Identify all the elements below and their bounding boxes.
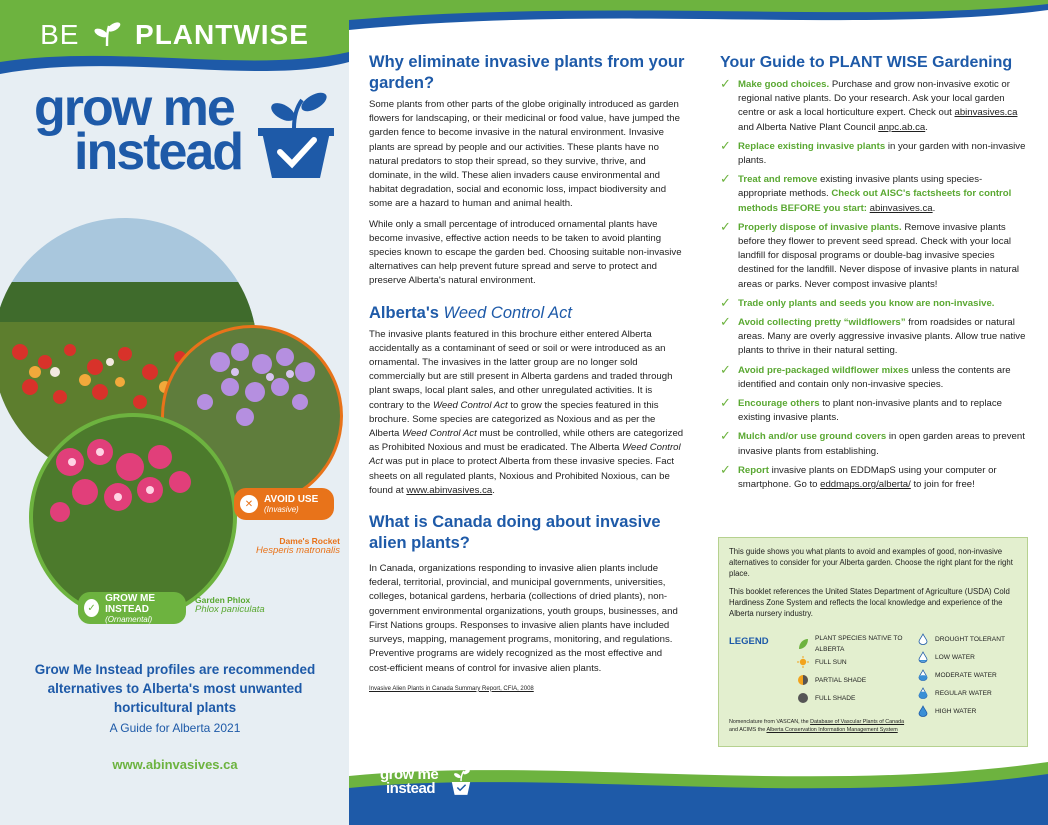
legend-label: HIGH WATER [935, 707, 977, 715]
plant1-caption [230, 536, 340, 556]
item-lead: Trade only plants and seeds you know are non-invasive. [738, 297, 995, 309]
heading-weed-control-act [369, 303, 685, 324]
legend-label: PLANT SPECIES NATIVE TO ALBERTA [815, 635, 903, 653]
abinvasives-link[interactable]: www.abinvasives.ca [406, 484, 493, 496]
item-text: . [925, 121, 928, 133]
item-text: unless the contents are identified and contain only non-invasive species. [738, 364, 1011, 390]
legend-info-box [718, 537, 1028, 747]
checkmark-icon: ✓ [720, 294, 731, 310]
be-plantwise-brand [0, 18, 349, 51]
cover-panel [0, 0, 349, 825]
grow-instead-label: GROW ME INSTEAD [105, 592, 156, 615]
grow-me-instead-badge [78, 592, 186, 624]
plant2-common-name: Garden Phlox [195, 595, 251, 605]
paragraph-why-1: Some plants from other parts of the globe originally introduced as garden flowers for landscaping, or their medicinal or food value, have jumped the garden fence to become invasive in the natural environment. Invasive plants are spread by people and our activities. These plants have no natural predators to stop their spread, so they survive, thrive, and dominate, in the wild. These alien invaders cause environmental and habitat degradation, social and economic loss, impact biodiversity and some are a hazard to human and animal health. [369, 99, 680, 210]
weed-act-ref-2: Weed Control Act [402, 428, 477, 440]
nomenclature-note [729, 718, 1019, 734]
legend-label: PARTIAL SHADE [815, 676, 867, 684]
legend-native [797, 633, 907, 655]
checkmark-icon: ✓ [720, 218, 731, 234]
footer-logo-line-2: instead [386, 780, 436, 797]
checkmark-icon: ✓ [720, 171, 731, 187]
checklist-item [720, 173, 1028, 216]
item-text: and Alberta Native Plant Council [738, 121, 879, 133]
plant2-caption [195, 595, 275, 615]
check-icon: ✓ [84, 599, 99, 617]
legend-label: FULL SUN [815, 658, 847, 666]
checklist-item [720, 430, 1028, 458]
item-lead: Encourage others [738, 398, 820, 410]
item-text: in open garden areas to prevent invasive plants from establishing. [738, 431, 1025, 457]
item-lead: Make good choices. [738, 79, 830, 90]
sun-icon [797, 656, 809, 668]
column-why-eliminate [369, 52, 685, 696]
logo-line-1: grow me [34, 79, 234, 137]
vascan-link[interactable]: Database of Vascular Plants of Canada [810, 719, 905, 725]
item-text: in your garden with non-invasive plants. [738, 140, 1026, 167]
legend-high-water [917, 705, 976, 717]
checkmark-icon: ✓ [720, 137, 731, 153]
plant-wise-checklist [720, 78, 1028, 492]
checklist-item [720, 316, 1028, 359]
legend-moderate-water [917, 669, 997, 681]
column-plant-wise-guide [720, 52, 1028, 497]
footer-flowerpot-icon [450, 768, 472, 796]
legend-label: MODERATE WATER [935, 671, 997, 679]
legend-label: FULL SHADE [815, 694, 856, 702]
sprout-icon [92, 18, 122, 48]
item-lead: Check out AISC's factsheets for control methods BEFORE you start: [738, 188, 1012, 214]
item-lead: Avoid pre-packaged wildflower mixes [738, 364, 909, 376]
checklist-item [720, 361, 1028, 392]
checklist-item [720, 137, 1028, 168]
high-water-drop-icon [917, 705, 929, 717]
item-text: . [932, 202, 936, 214]
brand-be: BE [40, 19, 80, 50]
nomen-text: and ACIMS the [729, 727, 767, 733]
item-lead: Treat and remove [738, 174, 818, 186]
paragraph-canada: In Canada, organizations responding to invasive alien plants include federal, territorial, provincial, and municipal governments, universities, colleges, botanical gardens, herbaria (collections of dried plants), non-government environmental organizations, youth groups, businesses, and First Nations groups. Responses to invasive alien plants have included surveys, mapping, management programs, monitoring, and regulations. Preventive programs are widely recognized as the most effective and cost-efficient means of control for invasive alien plants. [369, 563, 678, 674]
cover-tagline: Grow Me Instead profiles are recommended alternatives to Alberta's most unwanted horticultural plants [34, 662, 316, 715]
item-text: existing invasive plants using species-appropriate methods. [738, 174, 983, 200]
grow-instead-sub: (Ornamental) [105, 614, 153, 624]
footer-logo [380, 768, 470, 802]
grow-me-instead-logo [28, 79, 328, 186]
drought-drop-icon [917, 633, 929, 645]
heading-weed-italic: Weed Control Act [443, 303, 572, 322]
avoid-use-label: AVOID USE [264, 494, 319, 505]
weed-text-b: to grow the species featured in this brochure. Some species are categorized as Noxious and as per the Alberta [369, 399, 659, 440]
legend-full-sun [797, 656, 847, 668]
checkmark-icon: ✓ [720, 361, 731, 377]
item-lead: Avoid collecting pretty “wildflowers” [738, 317, 906, 329]
partial-shade-icon [797, 674, 809, 686]
legend-partial-shade [797, 674, 866, 686]
item-lead: Replace existing invasive plants [738, 140, 886, 152]
logo-line-2: instead [74, 123, 243, 181]
checklist-item [720, 397, 1028, 425]
plant1-latin-name: Hesperis matronalis [256, 545, 340, 556]
item-text: Purchase and grow non-invasive exotic or regional native plants. Do your research. Ask your local garden centre or ask a local horticulture expert. Check out [738, 79, 1010, 119]
eddmaps-link[interactable]: eddmaps.org/alberta/ [820, 479, 911, 491]
footer-logo-line-1: grow me [380, 766, 439, 783]
legend-label: LOW WATER [935, 653, 975, 661]
source-note: Invasive Alien Plants in Canada Summary Report, CFIA, 2008 [369, 685, 534, 692]
flowerpot-check-icon [256, 88, 336, 180]
cover-url[interactable]: www.abinvasives.ca [112, 757, 238, 772]
regular-water-drop-icon [917, 687, 929, 699]
checkmark-icon: ✓ [720, 461, 731, 477]
heading-weed-prefix: Alberta's [369, 303, 439, 322]
paragraph-why-2: While only a small percentage of introduced ornamental plants have become invasive, effective action needs to be taken to avoid planting species known to escape the garden bed. Choosing suitable non-invasive alternatives can help prevent future spread and serve to protect and preserve Alberta's natural environment. [369, 218, 682, 287]
avoid-use-badge [234, 488, 334, 520]
item-text: to plant non-invasive plants and to replace existing invasive plants. [738, 398, 1002, 424]
legend-label: REGULAR WATER [935, 689, 992, 697]
weed-text-a: The invasive plants featured in this brochure either entered Alberta accidentally as a contaminant of seed or soil or were introduced as an ornamental. The invasives in the latter group are no longer sold commercially but are still present in Alberta gardens and traded through plant swaps, local plant sales, and other unregulated activities. It is contrary to the [369, 328, 673, 411]
heading-canada: What is Canada doing about invasive alien plants? [369, 513, 661, 553]
item-text: from roadsides or natural areas. Many are overly aggressive invasive plants. Allow true native plants to thrive in their natural setting. [738, 317, 1026, 357]
infobox-paragraph-2: This booklet references the United States Department of Agriculture (USDA) Cold Hardiness Zone System and reflects the local knowledge and experience of the Alberta nursery industry. [729, 587, 1010, 618]
plant2-latin-name: Phlox paniculata [195, 604, 265, 615]
abinvasives-link[interactable]: abinvasives.ca [869, 202, 933, 214]
checkmark-icon: ✓ [720, 428, 731, 444]
checklist-item [720, 218, 1028, 292]
full-shade-icon [797, 692, 809, 704]
native-leaf-icon [797, 638, 809, 650]
checklist-item [720, 294, 1028, 311]
avoid-use-sub: (Invasive) [264, 505, 299, 514]
legend-low-water [917, 651, 975, 663]
top-wave-graphic [349, 0, 1048, 44]
item-lead: Mulch and/or use ground covers [738, 431, 887, 443]
item-text: invasive plants on EDDMapS using your computer or smartphone. Go to [738, 464, 997, 491]
item-text: Remove invasive plants before they flower to prevent seed spread. Check with your local landfill for disposal programs or double-bag invasive species destined for the landfill. Never dispose of invasive plants in natural areas or parks. Never compost invasive plants! [738, 221, 1020, 290]
paragraph-weed-control: The invasive plants featured in this brochure either entered Alberta accidentally as a contaminant of seed or soil or were introduced as an ornamental. The invasives in the latter group are no longer sold commercially but are still present in Alberta gardens and traded through plant swaps, local plant sales, and other unregulated activities. It is contrary to the Weed Control Act to grow the species featured in this brochure. Some species are categorized as Noxious and as per the Alberta Weed Control Act must be controlled, while others are categorized as Prohibited Noxious and must be eradicated. The Alberta Weed Control Act was put in place to protect Alberta from these invasive species. Fact sheets on all regulated plants, Noxious and Prohibited Noxious, can be found at www.abinvasives.ca. [369, 328, 684, 496]
acims-link[interactable]: Alberta Conservation Information Management System [766, 727, 898, 733]
plant1-common-name: Dame's Rocket [279, 536, 340, 546]
weed-text-c: must be controlled, while others are categorized as Prohibited Noxious and must be eradicated. The Alberta [369, 428, 684, 454]
avoid-icon: ✕ [240, 495, 258, 513]
cover-guide-line: A Guide for Alberta 2021 [109, 721, 241, 735]
nomen-text: Nomenclature from VASCAN, the [729, 719, 811, 725]
heading-why-eliminate: Why eliminate invasive plants from your garden? [369, 53, 685, 92]
checkmark-icon: ✓ [720, 395, 731, 411]
anpc-link[interactable]: anpc.ab.ca [878, 121, 926, 133]
item-text: to join for free! [910, 479, 975, 491]
low-water-drop-icon [917, 651, 929, 663]
moderate-water-drop-icon [917, 669, 929, 681]
checklist-item [720, 461, 1028, 492]
heading-plant-wise-guide: Your Guide to PLANT WISE Gardening [720, 54, 1013, 71]
legend-title: LEGEND [729, 636, 769, 647]
legend-label: DROUGHT TOLERANT [935, 635, 1005, 643]
legend-drought [917, 633, 1005, 645]
checklist-item [720, 78, 1028, 135]
checkmark-icon: ✓ [720, 314, 731, 330]
legend-full-shade [797, 692, 855, 704]
weed-act-ref-3: Weed Control Act [369, 442, 681, 468]
abinvasives-link[interactable]: abinvasives.ca [954, 107, 1018, 119]
infobox-paragraph-1: This guide shows you what plants to avoid and examples of good, non-invasive alternatives to consider for your Alberta garden. Choose the right plant for the right place. [729, 547, 1013, 578]
brand-plantwise: PLANTWISE [135, 19, 309, 50]
item-lead: Properly dispose of invasive plants. [738, 221, 902, 233]
weed-act-ref-1: Weed Control Act [433, 399, 508, 411]
weed-text-d: was put in place to protect Alberta from these invasive species. Fact sheets on all regulated plants, Noxious and Prohibited Noxious, can be found at [369, 456, 675, 496]
legend-regular-water [917, 687, 992, 699]
item-lead: Report [738, 464, 769, 476]
checkmark-icon: ✓ [720, 76, 731, 91]
